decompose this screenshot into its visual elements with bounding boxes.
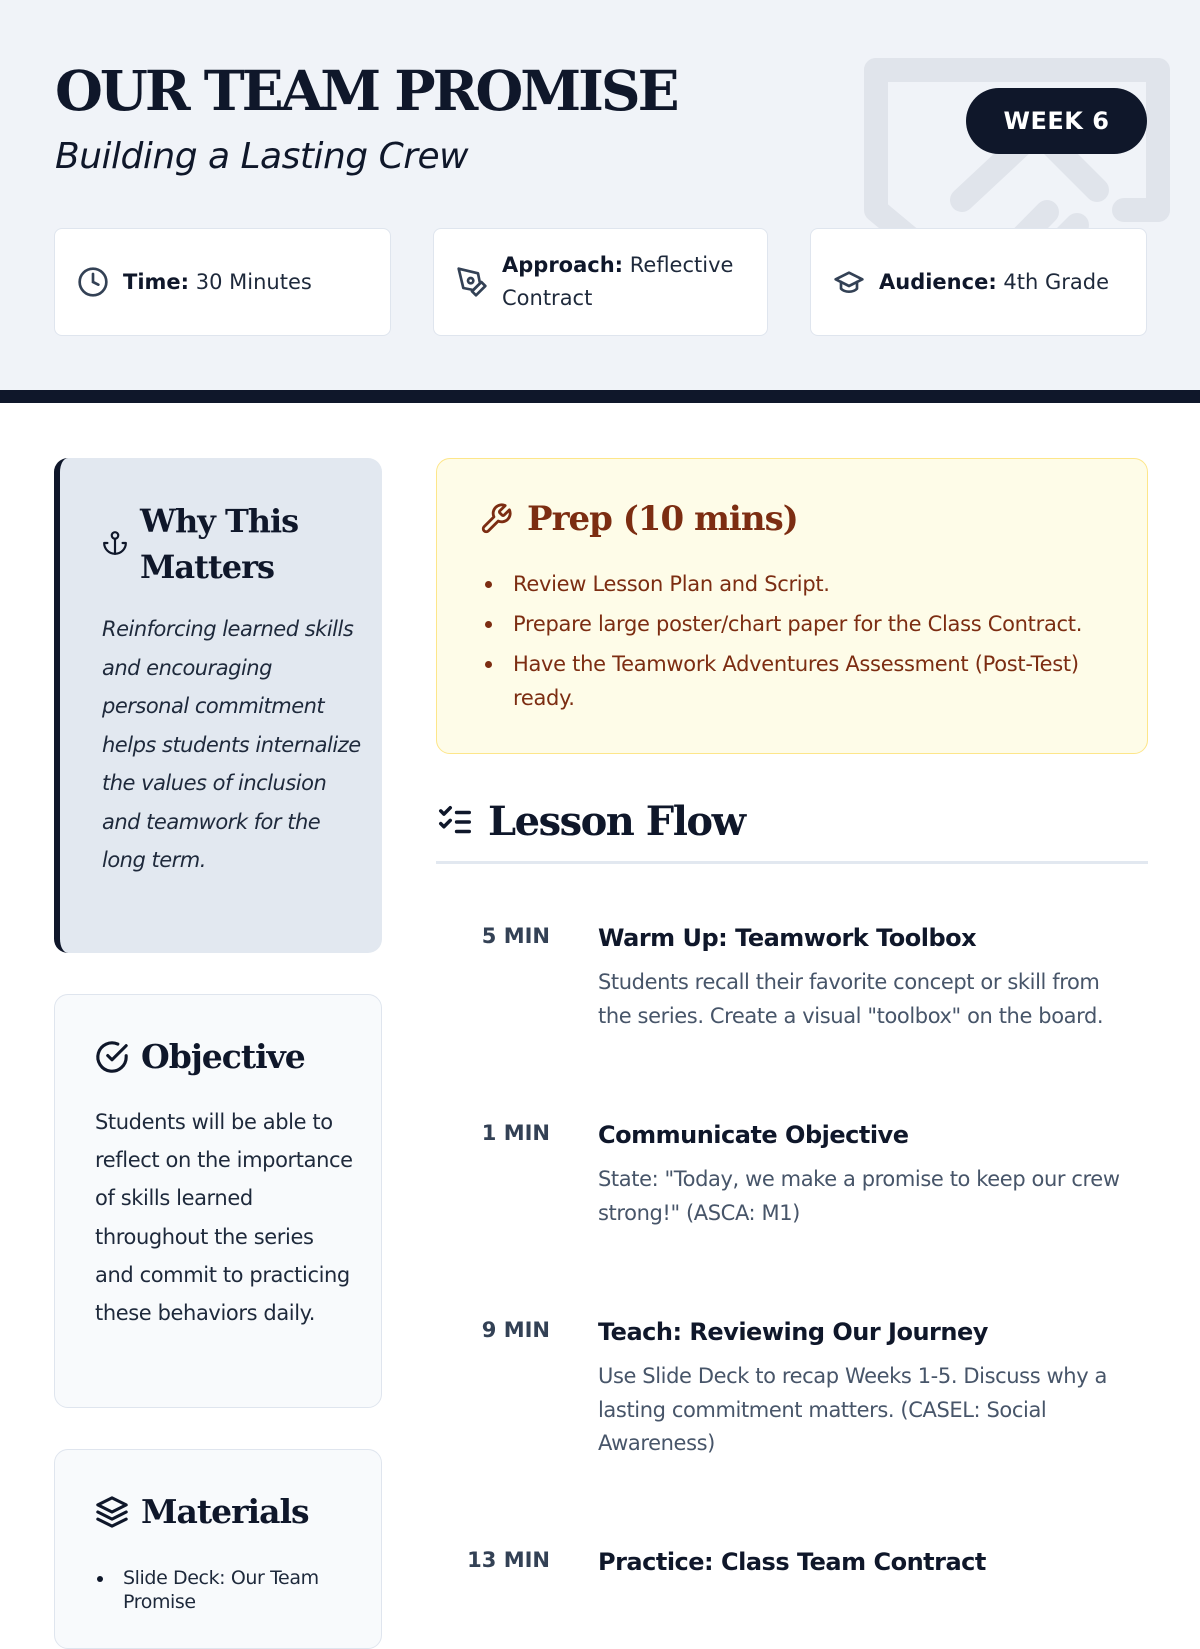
objective-header [95,1037,305,1076]
prep-title: Prep (10 mins) [527,499,798,539]
info-card-audience [810,228,1147,336]
objective-card [54,994,382,1408]
lesson-flow-header [436,798,745,845]
step-title: Practice: Class Team Contract [598,1548,986,1576]
anchor-icon [102,530,128,556]
step-title: Teach: Reviewing Our Journey [598,1318,988,1346]
pen-tool-icon [456,266,488,298]
layers-icon [95,1495,129,1529]
info-card-time [54,228,391,336]
why-body: Reinforcing learned skills and encouraging personal commitment helps students internalize the values of inclusion and teamwork for the long term. [102,617,361,872]
materials-card [54,1449,382,1649]
list-item: Slide Deck: Our Team Promise [95,1566,353,1614]
lesson-flow-divider [436,861,1148,864]
clock-icon [77,266,109,298]
info-time-text: Time: 30 Minutes [123,269,312,294]
materials-list [95,1566,353,1614]
materials-header [95,1492,309,1531]
step-time: 1 MIN [481,1121,550,1145]
check-circle-icon [95,1040,129,1074]
objective-body: Students will be able to reflect on the importance of skills learned throughout the series and commit to practicing these behaviors daily. [95,1110,353,1326]
info-card-approach [433,228,768,336]
list-item: Review Lesson Plan and Script. [485,567,1105,601]
why-header [102,498,310,590]
info-approach-text: Approach: Reflective Contract [502,253,734,310]
list-item: Prepare large poster/chart paper for the Class Contract. [485,607,1105,641]
graduation-cap-icon [833,266,865,298]
list-checks-icon [436,803,474,841]
why-this-matters-card [54,458,382,953]
header-divider [0,390,1200,403]
step-description: Students recall their favorite concept or skill from the series. Create a visual "toolbox" on the board. [598,970,1104,1028]
step-title: Communicate Objective [598,1121,909,1149]
lesson-flow-title: Lesson Flow [488,798,745,845]
wrench-icon [479,502,513,536]
page-subtitle: Building a Lasting Crew [55,136,469,177]
materials-title: Materials [141,1492,309,1531]
prep-header [479,499,798,539]
prep-list [485,567,1105,721]
step-description: Use Slide Deck to recap Weeks 1-5. Discuss why a lasting commitment matters. (CASEL: Social Awareness) [598,1364,1107,1455]
list-item: Have the Teamwork Adventures Assessment (Post-Test) ready. [485,647,1105,715]
page-title: OUR TEAM PROMISE [55,58,677,123]
step-time: 5 MIN [481,924,550,948]
step-title: Warm Up: Teamwork Toolbox [598,924,977,952]
step-time: 13 MIN [467,1548,550,1572]
lesson-header [0,0,1200,390]
step-description: State: "Today, we make a promise to keep our crew strong!" (ASCA: M1) [598,1167,1120,1225]
prep-card [436,458,1148,754]
week-badge: WEEK 6 [966,88,1147,154]
why-title: Why This Matters [140,502,299,586]
objective-title: Objective [141,1037,305,1076]
info-audience-text: Audience: 4th Grade [879,269,1110,294]
step-time: 9 MIN [481,1318,550,1342]
